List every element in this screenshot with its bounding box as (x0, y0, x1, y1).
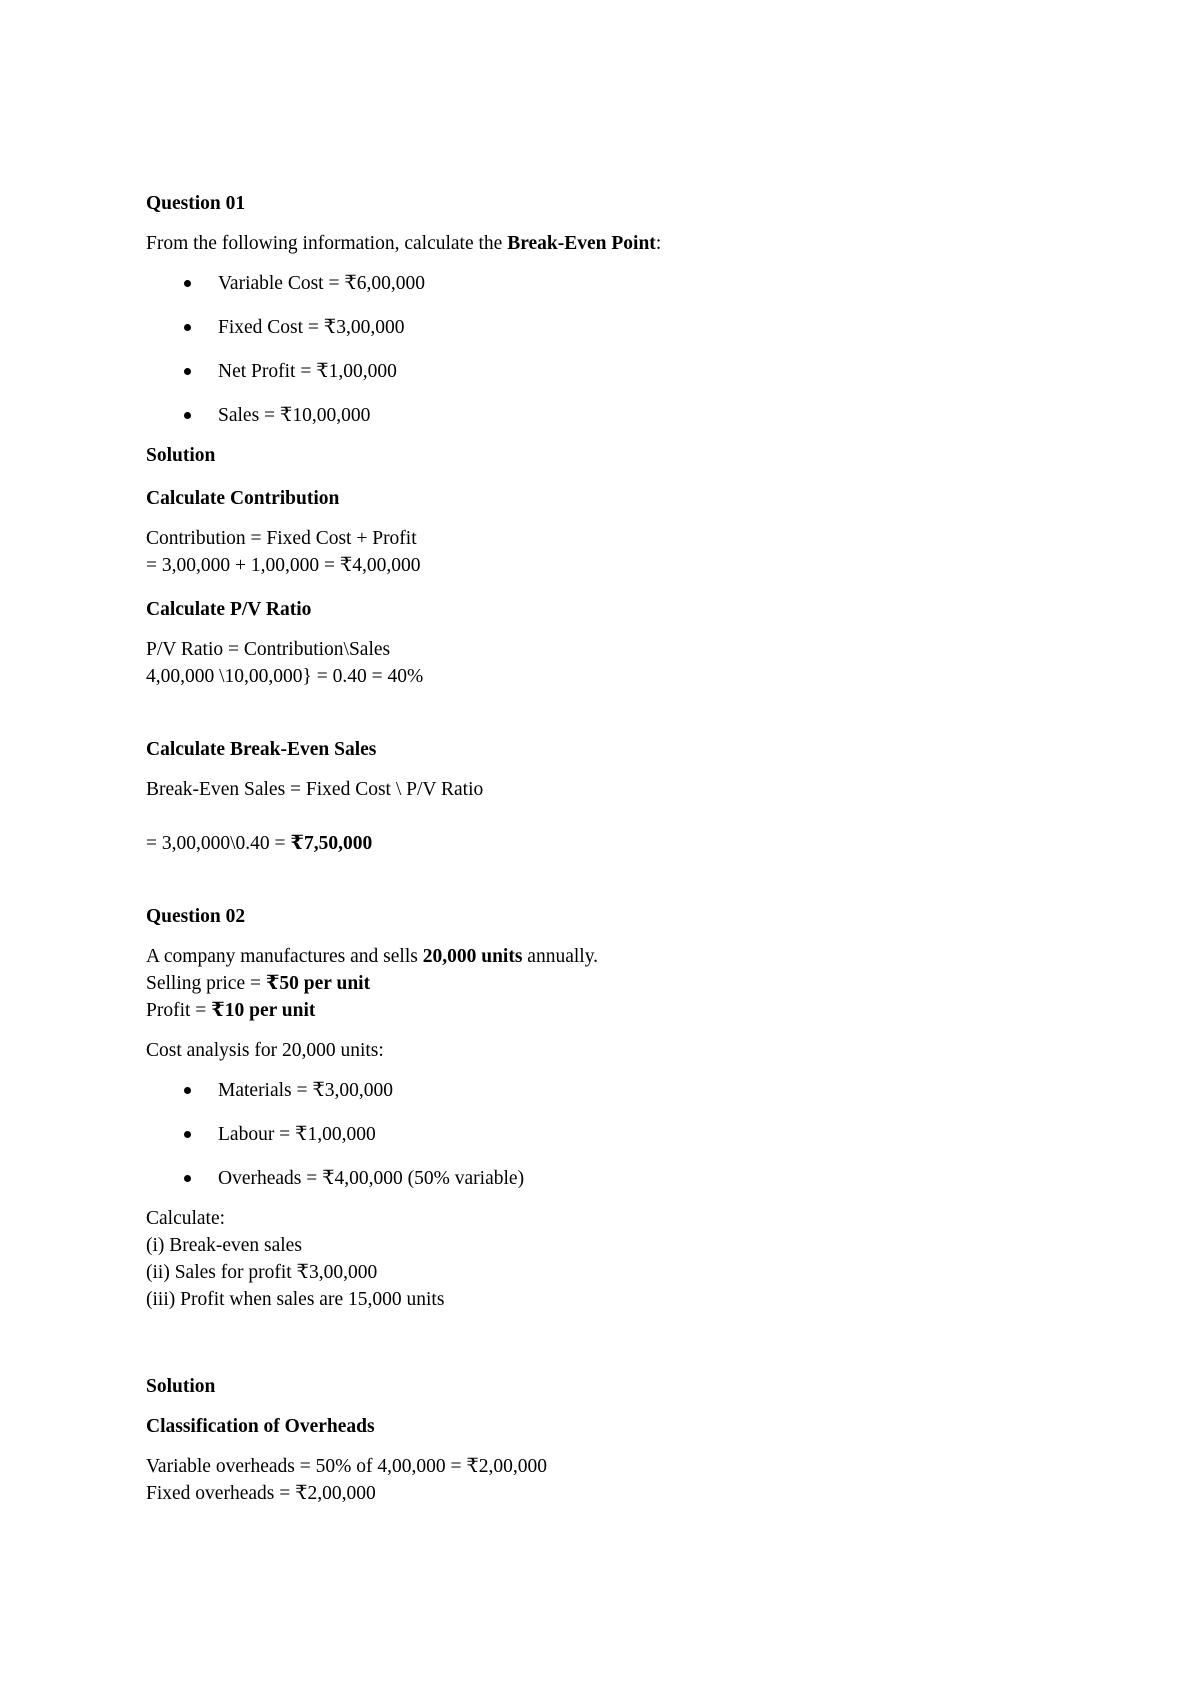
question-01-title: Question 01 (146, 193, 246, 214)
question-02-line-3 (146, 997, 1106, 1024)
fixed-overheads: Fixed overheads = ₹2,00,000 (146, 1483, 376, 1504)
list-item-text: Overheads = ₹4,00,000 (50% variable) (218, 1168, 525, 1189)
cost-analysis-intro: Cost analysis for 20,000 units: (146, 1040, 384, 1061)
line-suffix: annually. (522, 946, 599, 967)
list-item-text: Variable Cost = ₹6,00,000 (218, 273, 426, 294)
variable-overheads: Variable overheads = 50% of 4,00,000 = ₹2,00,000 (146, 1456, 548, 1477)
break-even-heading: Calculate Break-Even Sales (146, 739, 377, 760)
list-item-text: Fixed Cost = ₹3,00,000 (218, 317, 405, 338)
list-item-text: Net Profit = ₹1,00,000 (218, 361, 397, 382)
list-item (146, 270, 1106, 297)
question-02-title: Question 02 (146, 906, 246, 927)
list-item-text: Labour = ₹1,00,000 (218, 1124, 376, 1145)
list-item (146, 314, 1106, 341)
bullet-icon (184, 412, 191, 419)
contribution-heading: Calculate Contribution (146, 488, 340, 509)
list-item-text: Materials = ₹3,00,000 (218, 1080, 394, 1101)
list-item (146, 1077, 1106, 1104)
question-02-line-2 (146, 970, 1106, 997)
pv-ratio-heading: Calculate P/V Ratio (146, 599, 312, 620)
line-text: Profit = (146, 1000, 212, 1021)
question-01-intro (146, 230, 1106, 257)
list-item (146, 402, 1106, 429)
question-02-line-1 (146, 943, 1106, 970)
line-text: A company manufactures and sells (146, 946, 423, 967)
solution-heading: Solution (146, 1376, 216, 1397)
break-even-formula: Break-Even Sales = Fixed Cost \ P/V Ratio (146, 779, 484, 800)
bullet-icon (184, 368, 191, 375)
line-bold-text: ₹50 per unit (265, 973, 371, 994)
bullet-icon (184, 1175, 191, 1182)
break-even-result-value: ₹7,50,000 (290, 833, 373, 854)
break-even-result (146, 830, 1106, 857)
break-even-result-text: = 3,00,000\0.40 = (146, 833, 291, 854)
document-page (146, 190, 1106, 1507)
pv-ratio-result: 4,00,000 \10,00,000} = 0.40 = 40% (146, 666, 424, 687)
question-02-list (146, 1077, 1106, 1192)
question-01-list (146, 270, 1106, 429)
bullet-icon (184, 280, 191, 287)
contribution-formula: Contribution = Fixed Cost + Profit (146, 528, 417, 549)
list-item-text: Sales = ₹10,00,000 (218, 405, 371, 426)
list-item (146, 358, 1106, 385)
list-item (146, 1121, 1106, 1148)
calculate-label: Calculate: (146, 1208, 226, 1229)
intro-suffix: : (655, 233, 662, 254)
line-bold-text: ₹10 per unit (211, 1000, 316, 1021)
bullet-icon (184, 324, 191, 331)
classification-heading: Classification of Overheads (146, 1416, 375, 1437)
calculate-item-i: (i) Break-even sales (146, 1235, 302, 1256)
pv-ratio-formula: P/V Ratio = Contribution\Sales (146, 639, 391, 660)
bullet-icon (184, 1131, 191, 1138)
intro-text: From the following information, calculate the (146, 233, 508, 254)
calculate-item-ii: (ii) Sales for profit ₹3,00,000 (146, 1262, 378, 1283)
calculate-item-iii: (iii) Profit when sales are 15,000 units (146, 1289, 445, 1310)
list-item (146, 1165, 1106, 1192)
line-text: Selling price = (146, 973, 266, 994)
intro-bold-text: Break-Even Point (507, 233, 656, 254)
line-bold-text: 20,000 units (422, 946, 523, 967)
solution-heading: Solution (146, 445, 216, 466)
bullet-icon (184, 1087, 191, 1094)
contribution-result: = 3,00,000 + 1,00,000 = ₹4,00,000 (146, 555, 421, 576)
